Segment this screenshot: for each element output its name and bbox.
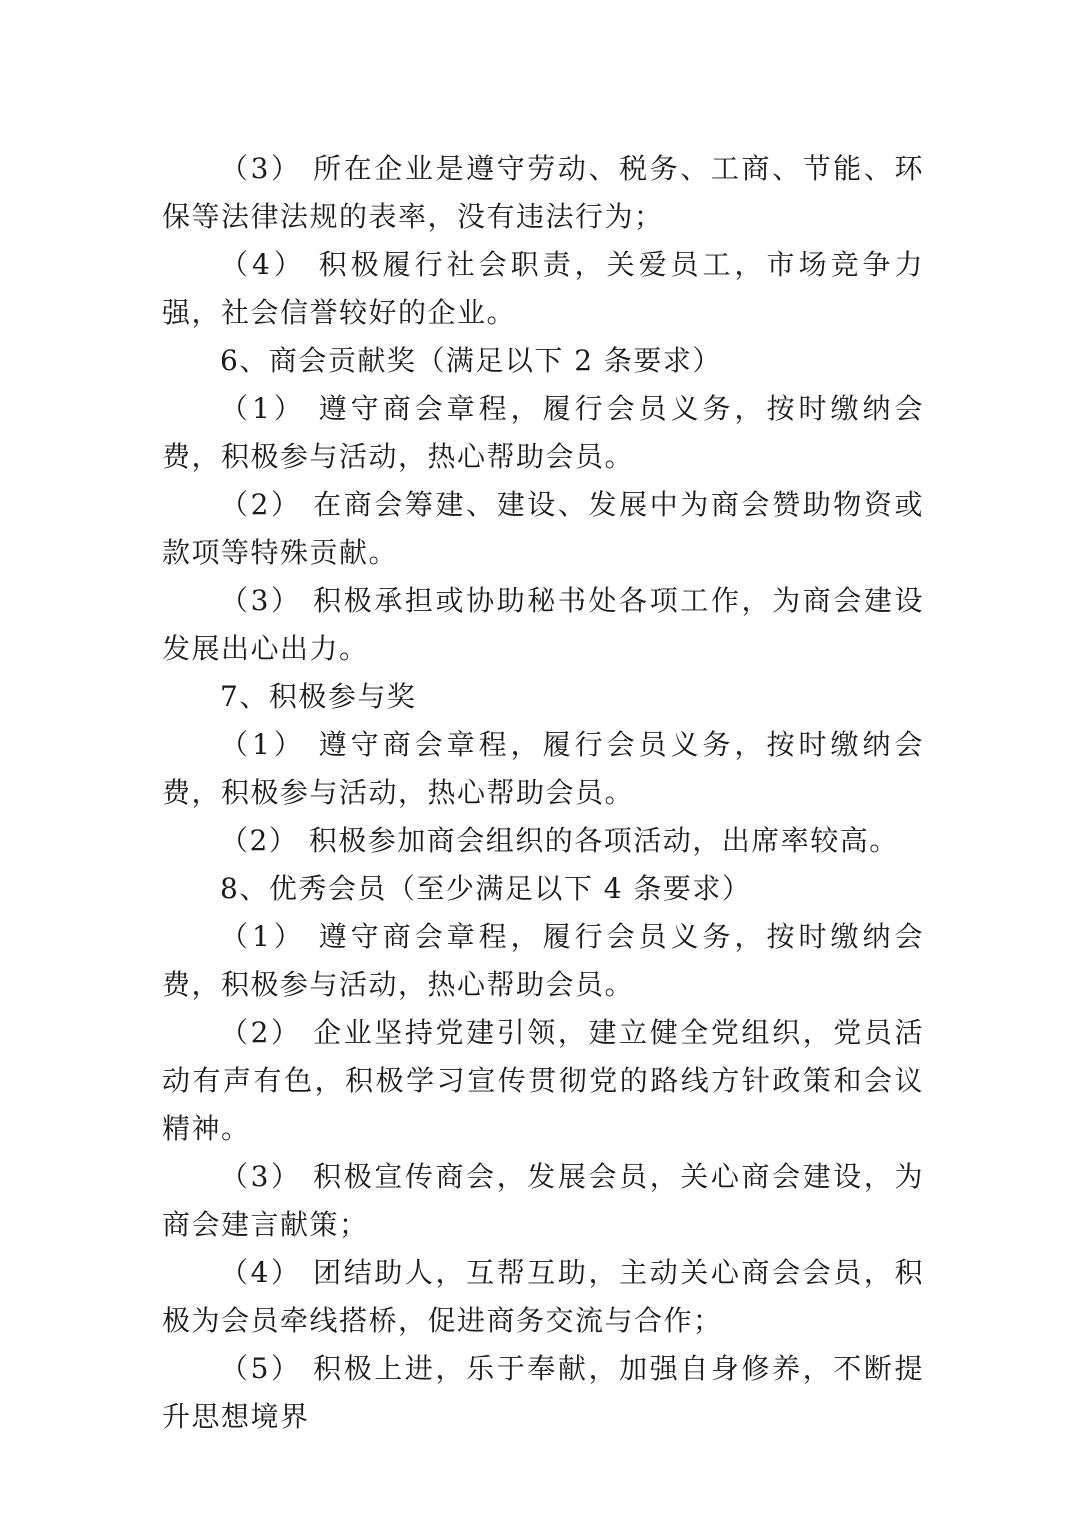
document-body (162, 145, 924, 1441)
paragraph-6-3: （3） 积极承担或协助秘书处各项工作，为商会建设发展出心出力。 (162, 584, 924, 665)
paragraph-7-2: （2） 积极参加商会组织的各项活动，出席率较高。 (220, 824, 899, 857)
section-8-heading: 8、优秀会员（至少满足以下 4 条要求） (220, 872, 752, 905)
paragraph-3-law-compliance: （3） 所在企业是遵守劳动、税务、工商、节能、环保等法律法规的表率，没有违法行为； (162, 152, 924, 233)
paragraph-6-2: （2） 在商会筹建、建设、发展中为商会赞助物资或款项等特殊贡献。 (162, 488, 924, 569)
paragraph-8-3: （3） 积极宣传商会，发展会员，关心商会建设，为商会建言献策； (162, 1160, 924, 1241)
paragraph-7-1: （1） 遵守商会章程，履行会员义务，按时缴纳会费，积极参与活动，热心帮助会员。 (162, 728, 924, 809)
paragraph-8-5: （5） 积极上进，乐于奉献，加强自身修养，不断提升思想境界 (162, 1352, 924, 1433)
paragraph-6-1: （1） 遵守商会章程，履行会员义务，按时缴纳会费，积极参与活动，热心帮助会员。 (162, 392, 924, 473)
section-6-heading: 6、商会贡献奖（满足以下 2 条要求） (220, 344, 722, 377)
paragraph-4-social-responsibility: （4） 积极履行社会职责，关爱员工，市场竞争力强，社会信誉较好的企业。 (162, 248, 924, 329)
paragraph-8-4: （4） 团结助人，互帮互助，主动关心商会会员，积极为会员牵线搭桥，促进商务交流与合作； (162, 1256, 924, 1337)
section-7-heading: 7、积极参与奖 (220, 680, 417, 713)
paragraph-8-1: （1） 遵守商会章程，履行会员义务，按时缴纳会费，积极参与活动，热心帮助会员。 (162, 920, 924, 1001)
paragraph-8-2: （2） 企业坚持党建引领，建立健全党组织，党员活动有声有色，积极学习宣传贯彻党的路线方针政策和会议精神。 (162, 1016, 924, 1145)
